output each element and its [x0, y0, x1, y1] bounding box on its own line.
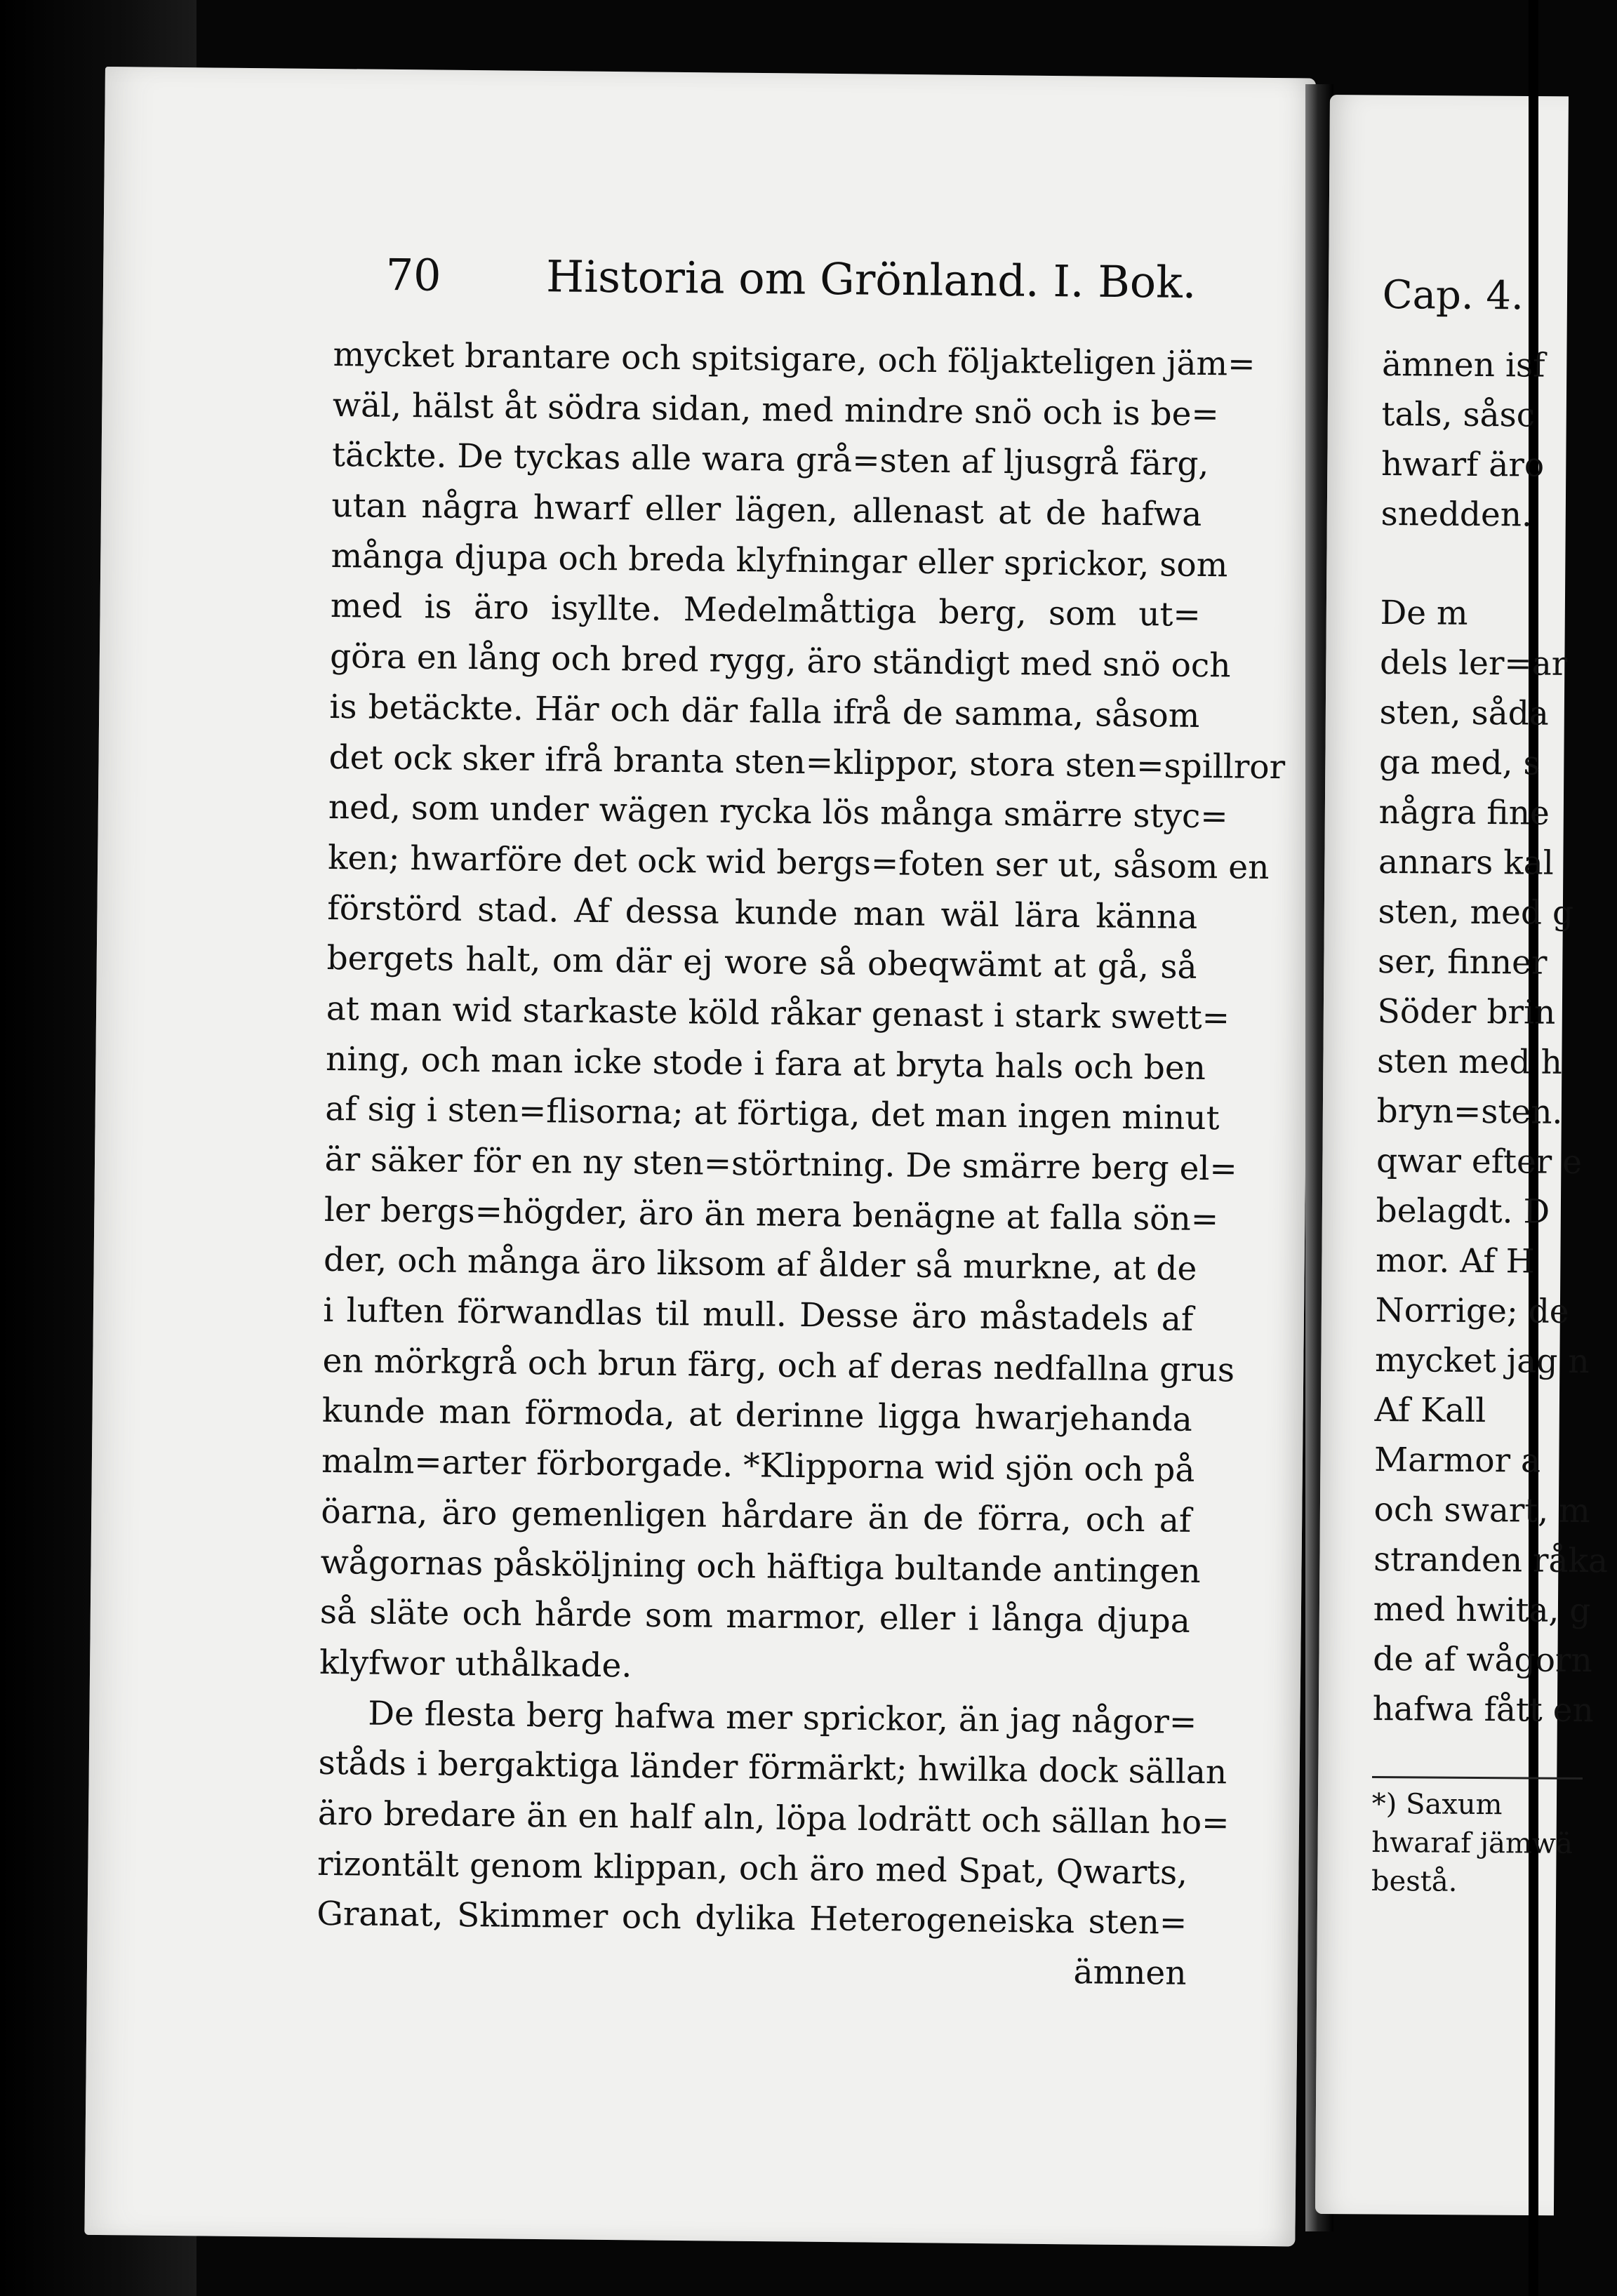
text-line: De flesta berg hafwa mer sprickor, än jag någor=	[368, 1694, 1197, 1742]
right-running-head: Cap. 4.	[1382, 272, 1524, 319]
text-line: af sig i sten=flisorna; at förtiga, det man ingen minut	[325, 1090, 1220, 1138]
text-line: med is äro isyllte. Medelmåttiga berg, som ut=	[330, 587, 1202, 635]
text-line: at man wid starkaste köld råkar genast i stark swett=	[326, 989, 1230, 1038]
text-line: mor. Af H	[1375, 1241, 1535, 1281]
text-line: Söder brin	[1377, 992, 1556, 1032]
text-line: sten, såda	[1379, 693, 1550, 733]
text-line: äro bredare än en half aln, löpa lodrätt och sällan ho=	[317, 1794, 1230, 1843]
text-line: sten, med g	[1378, 892, 1574, 933]
text-line: snedden.	[1380, 494, 1533, 535]
text-line: utan några hwarf eller lägen, allenast at de hafwa	[331, 486, 1202, 535]
text-line: Af Kall	[1374, 1390, 1486, 1431]
text-line: klyfwor uthålkade.	[319, 1643, 632, 1686]
text-line: så släte och hårde som marmor, eller i långa djupa	[319, 1593, 1191, 1641]
text-line: några fine	[1378, 792, 1550, 833]
text-line: med hwita, g	[1373, 1589, 1591, 1631]
text-line: ga med, s	[1378, 742, 1541, 783]
page-number: 70	[385, 249, 441, 301]
footnote-line: bestå.	[1371, 1864, 1458, 1898]
text-line: is betäckte. Här och där falla ifrå de samma, såsom	[329, 687, 1200, 735]
text-line: ler bergs=högder, äro än mera benägne at falla sön=	[324, 1190, 1219, 1239]
right-page-body	[1371, 270, 1609, 1902]
text-line: qwar efter e	[1376, 1141, 1583, 1182]
text-line: hwarf äro	[1380, 444, 1545, 485]
text-line: förstörd stad. Af dessa kunde man wäl lära känna	[327, 888, 1198, 937]
text-line: belagdt. D	[1376, 1191, 1550, 1232]
text-line: Norrige; de	[1375, 1290, 1569, 1331]
text-line: sten med h	[1376, 1041, 1563, 1082]
running-head-title: Historia om Grönland. I. Bok.	[545, 251, 1197, 309]
text-line: göra en lång och bred rygg, äro ständigt med snö och	[329, 637, 1231, 686]
text-line: Granat, Skimmer och dylika Heterogeneiska sten=	[317, 1895, 1187, 1943]
text-line: de af wågorn	[1372, 1639, 1592, 1681]
text-line: i luften förwandlas til mull. Desse äro måstadels af	[323, 1290, 1194, 1339]
text-line: mycket brantare och spitsigare, och följakteligen jäm=	[333, 335, 1256, 384]
text-line: ken; hwarföre det ock wid bergs=foten ser ut, såsom en	[327, 838, 1270, 887]
catchword: ämnen	[1073, 1953, 1187, 1993]
text-line: wäl, hälst åt södra sidan, med mindre snö och is be=	[332, 385, 1220, 434]
text-line: bryn=sten.	[1376, 1091, 1563, 1132]
footnote-rule	[1372, 1776, 1583, 1780]
text-line: det ock sker ifrå branta sten=klippor, stora sten=spillror	[328, 737, 1286, 787]
text-line: mycket jag n	[1374, 1340, 1590, 1382]
text-line: kunde man förmoda, at derinne ligga hwarjehanda	[321, 1391, 1193, 1440]
text-line: der, och många äro liksom af ålder så murkne, at de	[323, 1241, 1197, 1289]
text-line: ämnen isf	[1381, 345, 1545, 385]
text-line: öarna, äro gemenligen hårdare än de förra, och af	[321, 1492, 1192, 1540]
text-line: många djupa och breda klyfningar eller sprickor, som	[331, 536, 1228, 585]
text-line: stranden råka	[1373, 1540, 1609, 1581]
footnote-line: hwaraf jämwä	[1371, 1826, 1573, 1860]
text-line: De m	[1380, 593, 1468, 633]
text-line: ning, och man icke stode i fara at bryta hals och ben	[325, 1039, 1206, 1088]
left-running-head	[385, 249, 1197, 308]
text-line: tals, såsc	[1381, 394, 1536, 435]
text-line: annars kal	[1378, 842, 1554, 883]
text-line: en mörkgrå och brun färg, och af deras nedfallna grus	[322, 1341, 1235, 1390]
text-line: är säker för en ny sten=störtning. De smärre berg el=	[324, 1140, 1238, 1189]
text-line: dels ler=ar	[1379, 643, 1568, 683]
footnote-line: *) Saxum	[1371, 1787, 1503, 1822]
text-line: ned, som under wägen rycka lös många smärre styc=	[328, 788, 1229, 836]
text-line: och swart, m	[1373, 1490, 1590, 1531]
text-line: ståds i bergaktiga länder förmärkt; hwilka dock sällan	[318, 1744, 1227, 1792]
text-line: bergets halt, om där ej wore så obeqwämt at gå, så	[326, 939, 1197, 987]
text-line: Marmor a	[1373, 1440, 1541, 1481]
text-line: rizontält genom klippan, och äro med Spat, Qwarts,	[317, 1844, 1188, 1893]
text-line: malm=arter förborgade. *Klipporna wid sjön och på	[321, 1442, 1195, 1490]
text-line: täckte. De tyckas alle wara grå=sten af ljusgrå färg,	[331, 436, 1209, 484]
left-page-body	[316, 330, 1286, 1999]
text-line: hafwa fått en	[1372, 1689, 1594, 1730]
text-line: ser, finner	[1377, 942, 1548, 982]
text-line: wågornas påsköljning och häftiga bultande antingen	[320, 1542, 1202, 1591]
